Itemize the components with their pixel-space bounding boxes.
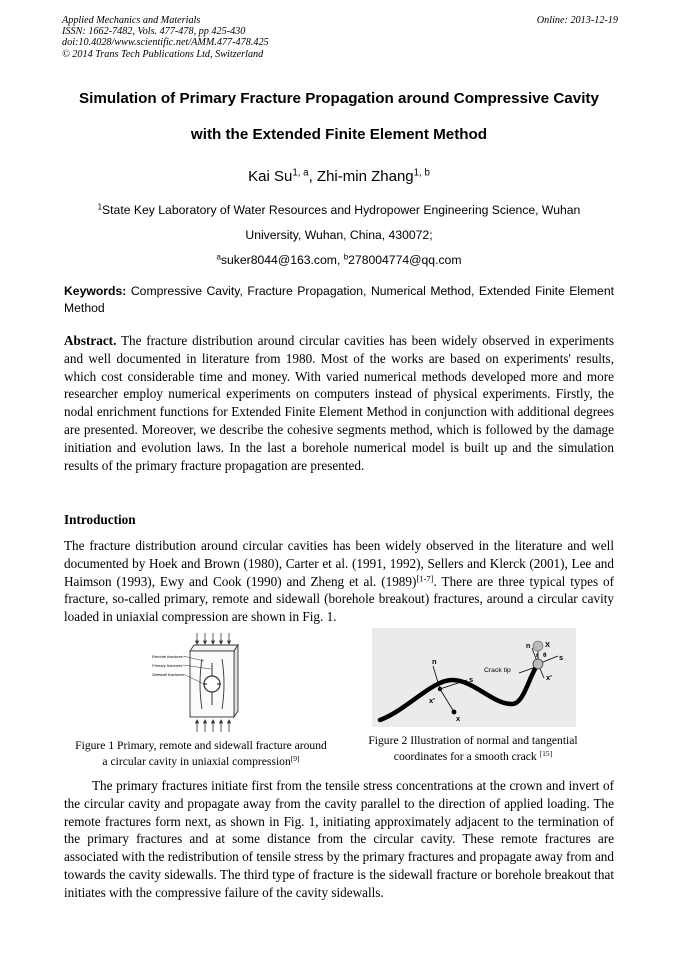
figure-1-caption-line-1: Figure 1 Primary, remote and sidewall fracture around <box>75 739 327 752</box>
crack-tip-circle <box>533 659 543 669</box>
issn-line: ISSN: 1662-7482, Vols. 477-478, pp 425-430 <box>62 26 246 38</box>
label-theta: θ <box>543 652 547 659</box>
affiliation-text: State Key Laboratory of Water Resources and Hydropower Engineering Science, Wuhan <box>102 203 581 217</box>
keywords-text: Compressive Cavity, Fracture Propagation, Numerical Method, Extended Finite Element Method <box>64 284 615 316</box>
label-n: n <box>432 657 437 666</box>
journal-header <box>62 15 618 60</box>
author-list <box>50 168 628 185</box>
email-sup-b: b <box>343 252 349 262</box>
abstract-text: The fracture distribution around circular cavities has been widely observed in experiments and well documented in literature from 1980. Most of the works are based on experiments' results, which cost considerable time and money. With varied numerical methods developed more and more researcher employ numerical experiments on computers instead of physical experiments. Firstly, the nodal enrichment functions for Extended Finite Element Method in conjunction with additional degrees are presented. Moreover, we describe the cohesive segments method, which is followed by the damage initiation and evolution laws. In the last a borehole numerical model is built up and the simulation results of the primary fracture propagation are presented. <box>64 333 614 473</box>
label-n-tip: n <box>526 643 531 650</box>
paper-title-line-2: with the Extended Finite Element Method <box>190 126 488 143</box>
online-date: Online: 2013-12-19 <box>536 15 618 26</box>
figure-1-caption-line-2 <box>60 754 342 770</box>
figure-2-caption-text: coordinates for a smooth crack <box>393 750 537 763</box>
email-a: suker8044@163.com, <box>220 253 344 267</box>
email-b: 278004774@qq.com <box>348 253 462 267</box>
point-x-prime <box>438 687 442 691</box>
label-crack-tip: Crack tip <box>484 667 511 674</box>
abstract-label: Abstract. <box>64 333 117 348</box>
keywords <box>64 283 614 317</box>
intro-paragraph-1-rest: . There are three typical types of fracture, so-called primary, remote and sidewall (borehole breakout) fractures, around a circular cavity loaded in uniaxial compression are shown in Fig. 1. <box>64 573 614 625</box>
author-name: Kai Su <box>248 168 293 185</box>
figure-2-caption-line-1: Figure 2 Illustration of normal and tangential <box>368 734 578 747</box>
author-sup: 1, a <box>292 167 309 179</box>
figure-2-citation: [15] <box>539 748 553 758</box>
label-sidewall-fractures: Sidewall fractures <box>152 672 184 677</box>
email-sup-a: a <box>216 252 221 262</box>
label-s-tip: s <box>559 653 564 662</box>
affiliation-line-2: University, Wuhan, China, 430072; <box>245 228 433 242</box>
section-heading-introduction: Introduction <box>64 512 136 527</box>
figure-1-caption-text: a circular cavity in uniaxial compression <box>102 755 291 768</box>
point-x-circle <box>533 641 543 651</box>
email-line <box>50 253 628 267</box>
figure-2-diagram <box>372 628 576 727</box>
intro-paragraph-1 <box>64 537 614 626</box>
intro-paragraph-1-text: The fracture distribution around circular cavities has been widely observed in the literature and well documented by Hoek and Brown (1980), Carter et al. (1991, 1992), Sellers and Klerck (2001), Lee and Haimson (1993), Ewy and Cook (1990) and Zheng et al. (1989) <box>64 538 614 589</box>
author-sup: 1, b <box>413 167 430 179</box>
paper-title-line-1: Simulation of Primary Fracture Propagation around Compressive Cavity <box>79 90 599 107</box>
label-x-point: X <box>545 640 551 649</box>
citation-ref: [1-7] <box>416 572 434 583</box>
block-top-face <box>190 645 238 651</box>
figure-2-caption-line-2 <box>352 749 594 765</box>
copyright-line: © 2014 Trans Tech Publications Ltd, Switzerland <box>62 48 264 60</box>
figure-1-caption <box>60 738 342 770</box>
doi-line: doi:10.4028/www.scientific.net/AMM.477-478.425 <box>62 37 269 49</box>
author-separator: , <box>308 168 317 185</box>
affiliation-line-1 <box>50 203 628 217</box>
intro-paragraph-2: The primary fractures initiate first from the tensile stress concentrations at the crown and invert of the circular cavity and propagate away from the cavity parallel to the direction of applied loading. The remote fractures form next, as shown in Fig. 1, initiating approximately adjacent to the termination of the primary fractures and at some distance from the circular cavity. These remote fractures are associated with the redistribution of tensile stress by the primary fractures and propagate away from and towards the cavity sidewalls. The third type of fracture is the sidewall fracture or borehole breakout that initiates with the compressive failure of the cavity sidewalls. <box>64 778 614 900</box>
journal-name: Applied Mechanics and Materials <box>62 15 201 26</box>
load-arrows-bottom <box>196 720 231 732</box>
author-name: Zhi-min Zhang <box>316 168 414 185</box>
label-s: s <box>469 675 474 684</box>
keywords-label: Keywords: <box>64 284 127 298</box>
label-x: x <box>456 714 461 723</box>
label-primary-fractures: Primary fractures <box>152 663 183 668</box>
label-remote-fractures: Remote fractures <box>152 654 183 659</box>
label-x-prime-tip: x' <box>546 673 552 682</box>
abstract <box>64 332 614 474</box>
affiliation-sup: 1 <box>97 202 103 212</box>
label-r: r <box>536 652 539 659</box>
figure-1-citation: [9] <box>290 753 300 763</box>
figure-1-diagram <box>150 633 262 733</box>
figure-2-caption <box>352 733 594 765</box>
label-x-prime: x' <box>429 696 435 705</box>
block-side-face <box>234 645 238 717</box>
